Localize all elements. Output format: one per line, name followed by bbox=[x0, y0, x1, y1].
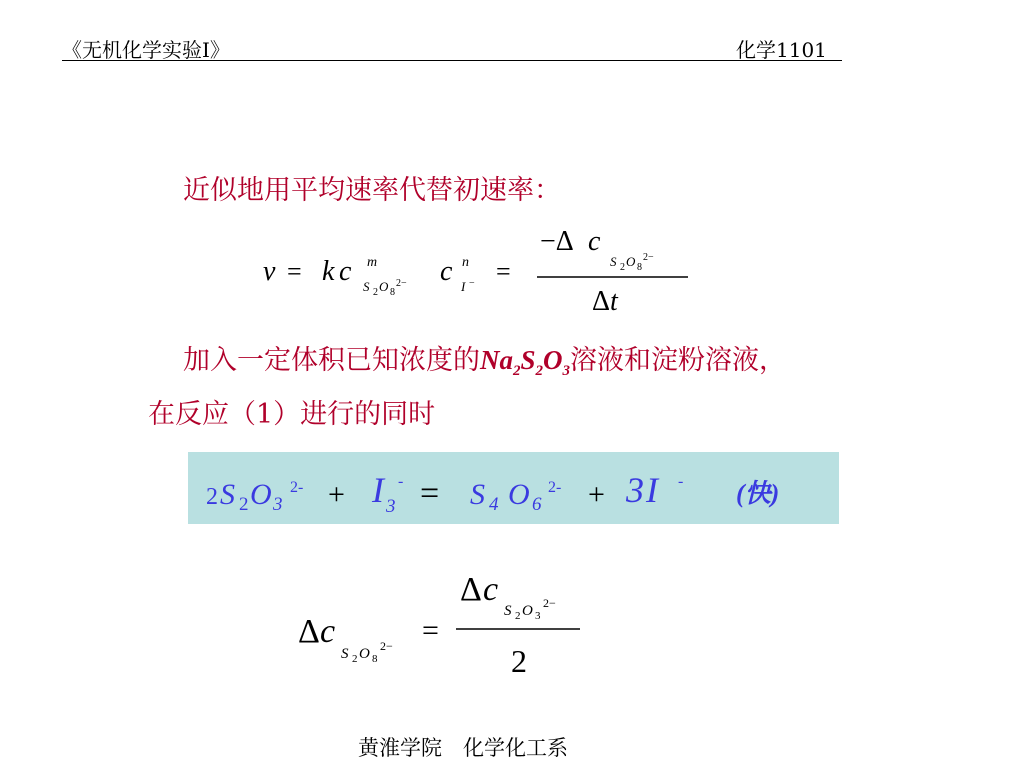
formula-s-sub: 2 bbox=[535, 363, 544, 379]
rxn-o-sub: 3 bbox=[273, 494, 283, 515]
delta-denominator: 2 bbox=[511, 643, 527, 679]
delta-lhs-c: c bbox=[320, 613, 336, 650]
formula-na: Na bbox=[480, 345, 513, 375]
rate-equals-2: = bbox=[496, 257, 511, 286]
rxn-o: O bbox=[250, 478, 272, 511]
text-add-thiosulfate bbox=[183, 338, 786, 380]
rate-k: k bbox=[322, 256, 335, 287]
rxn-s4: S bbox=[470, 478, 485, 511]
rate-den-t: t bbox=[610, 286, 618, 317]
reaction-equation bbox=[188, 452, 839, 524]
rate-num-sub-s: S bbox=[610, 254, 617, 269]
delta-lhs-sub-2: 2 bbox=[352, 653, 358, 665]
rxn-s: S bbox=[220, 478, 235, 511]
delta-num-sub-3: 3 bbox=[535, 610, 541, 622]
header-course-title: 《无机化学实验Ⅰ》 bbox=[62, 38, 230, 62]
rxn-coef-2: 2 bbox=[206, 484, 218, 510]
text-add-pre: 加入一定体积已知浓度的 bbox=[183, 345, 480, 376]
rxn-i-sub: 3 bbox=[386, 496, 396, 517]
rxn-i: I bbox=[372, 470, 384, 510]
formula-o-sub: 3 bbox=[562, 363, 571, 379]
formula-o: O bbox=[543, 345, 563, 375]
rxn-o6-sub: 6 bbox=[532, 494, 542, 515]
reaction-box bbox=[188, 452, 839, 524]
rate-c2: c bbox=[440, 256, 453, 287]
rxn-coef-3: 3 bbox=[626, 470, 644, 510]
text-add-post: 溶液和淀粉溶液， bbox=[570, 345, 787, 376]
rxn-charge-1: 2- bbox=[290, 479, 304, 496]
delta-lhs-sub-8: 8 bbox=[372, 653, 378, 665]
delta-equals: = bbox=[422, 614, 439, 647]
rate-num-sub-charge: 2− bbox=[643, 252, 654, 263]
rxn-i-product: I bbox=[646, 470, 658, 510]
text-simultaneous: 在反应（1）进行的同时 bbox=[148, 399, 436, 430]
delta-lhs-sub-s: S bbox=[341, 646, 349, 662]
rate-sub-o: O bbox=[379, 279, 389, 294]
delta-lhs-sub-o: O bbox=[359, 646, 370, 662]
rate-sub-s: S bbox=[363, 279, 370, 294]
delta-num-charge: 2− bbox=[543, 596, 556, 610]
delta-num-delta: Δ bbox=[460, 572, 482, 608]
rate-sub-2: 2 bbox=[373, 287, 378, 298]
delta-num-sub-o: O bbox=[522, 603, 533, 619]
rate-numerator-c: c bbox=[588, 226, 601, 257]
rate-v: v bbox=[263, 256, 276, 287]
header-divider bbox=[62, 60, 842, 61]
rxn-speed-note: (快) bbox=[736, 479, 780, 508]
delta-equation bbox=[290, 572, 590, 682]
rxn-s4-sub: 4 bbox=[489, 494, 499, 515]
footer-institution: 黄淮学院 化学化工系 bbox=[358, 736, 568, 760]
rate-exp-n: n bbox=[462, 255, 469, 270]
rxn-o6: O bbox=[508, 478, 530, 511]
rate-num-sub-8: 8 bbox=[637, 262, 642, 273]
formula-s: S bbox=[520, 345, 536, 375]
rate-equals: = bbox=[287, 257, 302, 286]
header-class-name: 化学1101 bbox=[736, 38, 827, 62]
rate-num-sub-o: O bbox=[626, 254, 636, 269]
rate-equation bbox=[255, 222, 715, 322]
rxn-i-product-charge: - bbox=[678, 473, 684, 490]
rate-den-delta: Δ bbox=[592, 286, 611, 317]
rate-sub-8: 8 bbox=[390, 287, 395, 298]
rxn-plus-2: + bbox=[588, 478, 605, 511]
rate-numerator-minus-delta: −Δ bbox=[540, 226, 574, 257]
rate-sub-i-charge: − bbox=[469, 278, 475, 289]
delta-lhs-charge: 2− bbox=[380, 639, 393, 653]
delta-num-c: c bbox=[483, 572, 499, 608]
rate-num-sub-2: 2 bbox=[620, 262, 625, 273]
rxn-i-charge: - bbox=[398, 473, 404, 490]
rate-exp-m: m bbox=[367, 255, 378, 270]
rate-sub-charge: 2− bbox=[396, 278, 407, 289]
delta-num-sub-s: S bbox=[504, 603, 512, 619]
rate-sub-i: I bbox=[461, 279, 466, 294]
rxn-s-sub: 2 bbox=[239, 494, 249, 515]
text-approximation: 近似地用平均速率代替初速率： bbox=[183, 175, 561, 206]
delta-num-sub-2: 2 bbox=[515, 610, 521, 622]
rxn-charge-2: 2- bbox=[548, 479, 562, 496]
formula-na-sub: 2 bbox=[513, 363, 521, 379]
delta-lhs-delta: Δ bbox=[298, 613, 320, 650]
rxn-equals: = bbox=[420, 475, 440, 512]
rate-c1: c bbox=[339, 256, 352, 287]
rxn-plus-1: + bbox=[328, 478, 345, 511]
